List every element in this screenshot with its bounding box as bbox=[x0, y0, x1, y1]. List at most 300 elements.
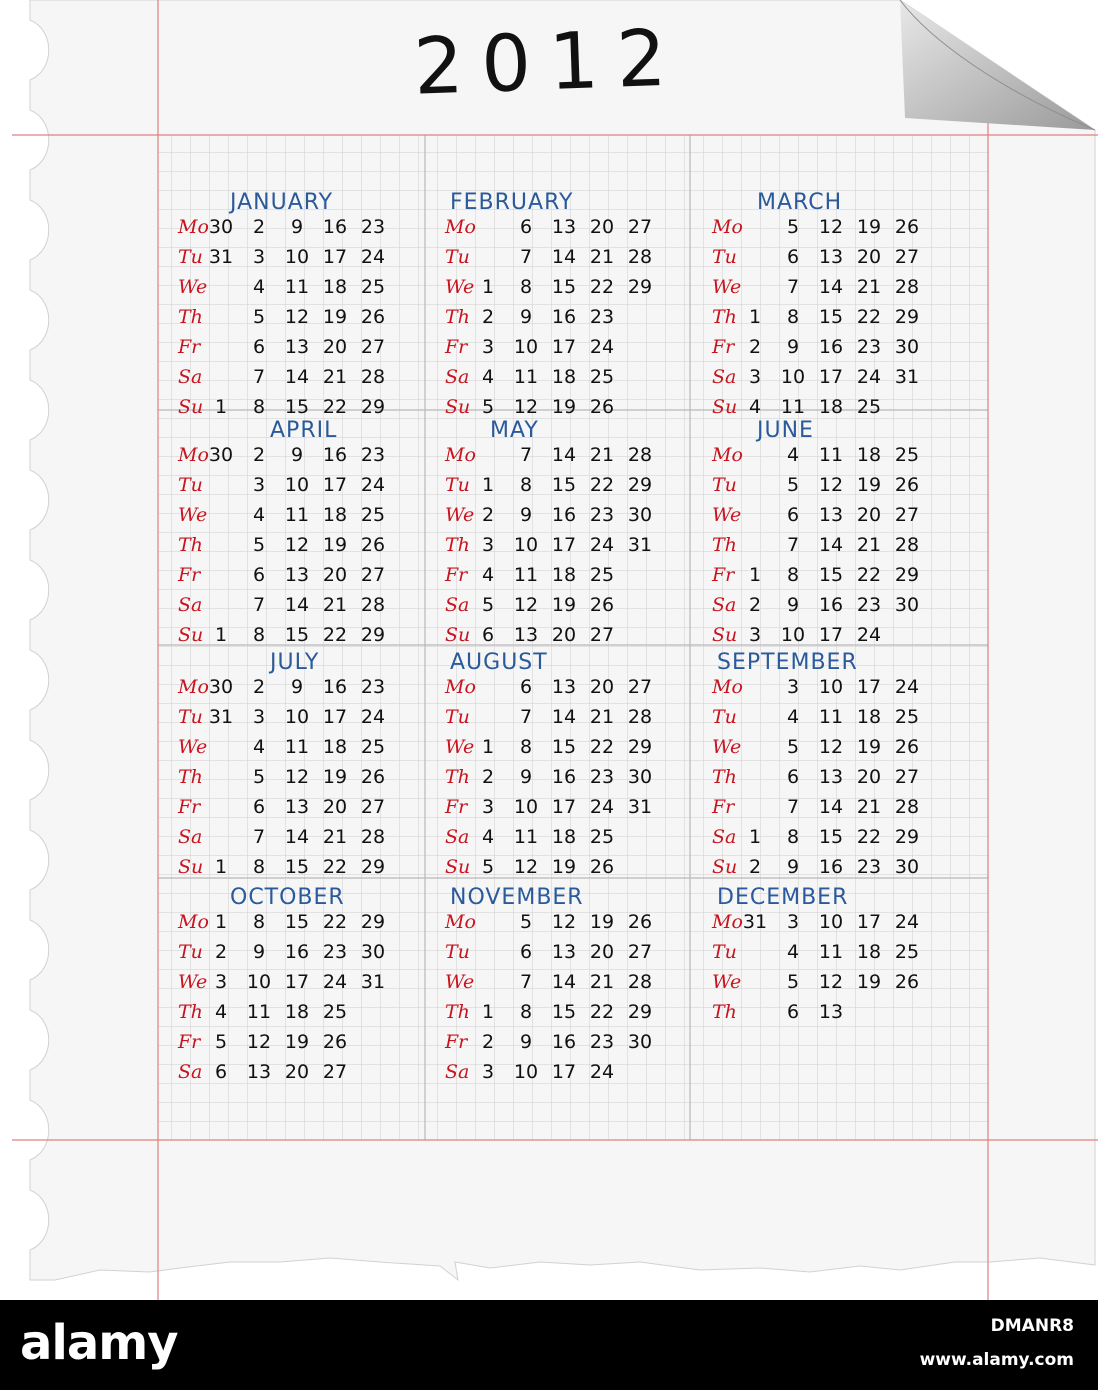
weekday-label: Mo bbox=[712, 216, 743, 238]
date-number: 30 bbox=[627, 1031, 653, 1053]
date-number: 15 bbox=[284, 856, 310, 878]
weekday-label: Su bbox=[178, 856, 204, 878]
date-number: 26 bbox=[360, 766, 386, 788]
date-number: 26 bbox=[589, 856, 615, 878]
date-number: 19 bbox=[551, 856, 577, 878]
weekday-label: We bbox=[712, 736, 742, 758]
date-number: 2 bbox=[481, 1031, 495, 1053]
date-number: 10 bbox=[818, 676, 844, 698]
date-number: 18 bbox=[322, 276, 348, 298]
date-number: 18 bbox=[551, 564, 577, 586]
date-number: 3 bbox=[748, 624, 762, 646]
date-number: 24 bbox=[360, 246, 386, 268]
weekday-label: Sa bbox=[178, 1061, 203, 1083]
date-number: 13 bbox=[818, 504, 844, 526]
date-number: 16 bbox=[818, 336, 844, 358]
date-number: 5 bbox=[252, 534, 266, 556]
date-number: 4 bbox=[786, 941, 800, 963]
date-number: 19 bbox=[856, 216, 882, 238]
date-number: 19 bbox=[322, 766, 348, 788]
date-number: 18 bbox=[284, 1001, 310, 1023]
date-number: 30 bbox=[894, 856, 920, 878]
date-number: 17 bbox=[551, 534, 577, 556]
date-number: 5 bbox=[214, 1031, 228, 1053]
date-number: 14 bbox=[551, 444, 577, 466]
date-number: 12 bbox=[513, 856, 539, 878]
month-title: MAY bbox=[490, 418, 539, 443]
date-number: 30 bbox=[208, 444, 234, 466]
date-number: 11 bbox=[513, 564, 539, 586]
date-number: 17 bbox=[322, 474, 348, 496]
date-number: 12 bbox=[284, 534, 310, 556]
date-number: 18 bbox=[818, 396, 844, 418]
date-number: 6 bbox=[481, 624, 495, 646]
date-number: 25 bbox=[589, 826, 615, 848]
date-number: 10 bbox=[818, 911, 844, 933]
date-number: 26 bbox=[894, 474, 920, 496]
date-number: 26 bbox=[589, 396, 615, 418]
date-number: 22 bbox=[856, 564, 882, 586]
date-number: 9 bbox=[519, 504, 533, 526]
date-number: 25 bbox=[856, 396, 882, 418]
date-number: 31 bbox=[742, 911, 768, 933]
date-number: 22 bbox=[322, 624, 348, 646]
date-number: 16 bbox=[818, 856, 844, 878]
date-number: 23 bbox=[589, 766, 615, 788]
date-number: 13 bbox=[284, 336, 310, 358]
date-number: 1 bbox=[748, 826, 762, 848]
date-number: 17 bbox=[818, 366, 844, 388]
date-number: 29 bbox=[360, 624, 386, 646]
date-number: 26 bbox=[589, 594, 615, 616]
date-number: 19 bbox=[551, 594, 577, 616]
weekday-label: Sa bbox=[178, 594, 203, 616]
date-number: 24 bbox=[322, 971, 348, 993]
date-number: 30 bbox=[894, 336, 920, 358]
month-title: OCTOBER bbox=[230, 885, 345, 910]
date-number: 3 bbox=[481, 336, 495, 358]
date-number: 5 bbox=[786, 736, 800, 758]
weekday-label: We bbox=[445, 971, 475, 993]
date-number: 21 bbox=[856, 276, 882, 298]
date-number: 27 bbox=[627, 216, 653, 238]
date-number: 14 bbox=[284, 594, 310, 616]
date-number: 22 bbox=[322, 856, 348, 878]
date-number: 19 bbox=[322, 306, 348, 328]
date-number: 25 bbox=[589, 564, 615, 586]
date-number: 13 bbox=[818, 766, 844, 788]
date-number: 8 bbox=[519, 276, 533, 298]
date-number: 10 bbox=[284, 246, 310, 268]
date-number: 8 bbox=[252, 624, 266, 646]
date-number: 1 bbox=[481, 1001, 495, 1023]
date-number: 15 bbox=[284, 911, 310, 933]
date-number: 27 bbox=[627, 676, 653, 698]
date-number: 13 bbox=[551, 676, 577, 698]
date-number: 16 bbox=[284, 941, 310, 963]
weekday-label: Su bbox=[445, 396, 471, 418]
date-number: 15 bbox=[284, 624, 310, 646]
date-number: 28 bbox=[894, 276, 920, 298]
date-number: 15 bbox=[551, 736, 577, 758]
date-number: 9 bbox=[252, 941, 266, 963]
date-number: 12 bbox=[551, 911, 577, 933]
date-number: 19 bbox=[856, 474, 882, 496]
date-number: 23 bbox=[360, 216, 386, 238]
date-number: 11 bbox=[818, 941, 844, 963]
date-number: 13 bbox=[284, 564, 310, 586]
date-number: 6 bbox=[519, 676, 533, 698]
date-number: 6 bbox=[786, 766, 800, 788]
date-number: 8 bbox=[786, 306, 800, 328]
year-title: 2012 bbox=[412, 13, 686, 113]
weekday-label: Th bbox=[178, 306, 203, 328]
date-number: 28 bbox=[627, 246, 653, 268]
weekday-label: Tu bbox=[445, 941, 470, 963]
date-number: 17 bbox=[856, 676, 882, 698]
weekday-label: Fr bbox=[712, 336, 735, 358]
weekday-label: Sa bbox=[445, 826, 470, 848]
month-title: APRIL bbox=[270, 418, 338, 443]
date-number: 8 bbox=[252, 911, 266, 933]
date-number: 1 bbox=[748, 564, 762, 586]
date-number: 22 bbox=[322, 911, 348, 933]
date-number: 25 bbox=[589, 366, 615, 388]
date-number: 7 bbox=[519, 246, 533, 268]
date-number: 4 bbox=[786, 444, 800, 466]
month-title: SEPTEMBER bbox=[717, 650, 858, 675]
date-number: 21 bbox=[589, 706, 615, 728]
date-number: 15 bbox=[551, 1001, 577, 1023]
date-number: 21 bbox=[856, 796, 882, 818]
date-number: 21 bbox=[322, 366, 348, 388]
date-number: 24 bbox=[856, 624, 882, 646]
weekday-label: Mo bbox=[712, 911, 743, 933]
date-number: 3 bbox=[748, 366, 762, 388]
date-number: 2 bbox=[214, 941, 228, 963]
weekday-label: Su bbox=[178, 624, 204, 646]
date-number: 26 bbox=[360, 306, 386, 328]
date-number: 4 bbox=[252, 504, 266, 526]
date-number: 22 bbox=[589, 1001, 615, 1023]
weekday-label: Tu bbox=[445, 246, 470, 268]
date-number: 20 bbox=[284, 1061, 310, 1083]
date-number: 10 bbox=[513, 796, 539, 818]
date-number: 17 bbox=[551, 1061, 577, 1083]
date-number: 4 bbox=[252, 736, 266, 758]
date-number: 22 bbox=[856, 306, 882, 328]
weekday-label: Mo bbox=[445, 911, 476, 933]
weekday-label: Tu bbox=[178, 246, 203, 268]
date-number: 29 bbox=[627, 474, 653, 496]
date-number: 16 bbox=[551, 504, 577, 526]
date-number: 17 bbox=[818, 624, 844, 646]
date-number: 1 bbox=[214, 624, 228, 646]
weekday-label: Tu bbox=[712, 246, 737, 268]
date-number: 10 bbox=[284, 706, 310, 728]
date-number: 14 bbox=[551, 246, 577, 268]
date-number: 19 bbox=[322, 534, 348, 556]
date-number: 28 bbox=[360, 826, 386, 848]
date-number: 1 bbox=[214, 911, 228, 933]
date-number: 9 bbox=[519, 306, 533, 328]
month-title: NOVEMBER bbox=[450, 885, 584, 910]
date-number: 2 bbox=[748, 856, 762, 878]
date-number: 14 bbox=[818, 534, 844, 556]
date-number: 19 bbox=[856, 971, 882, 993]
date-number: 28 bbox=[894, 796, 920, 818]
weekday-label: Mo bbox=[445, 444, 476, 466]
date-number: 12 bbox=[818, 474, 844, 496]
date-number: 25 bbox=[360, 736, 386, 758]
date-number: 5 bbox=[786, 474, 800, 496]
weekday-label: We bbox=[445, 504, 475, 526]
date-number: 17 bbox=[551, 336, 577, 358]
date-number: 14 bbox=[551, 706, 577, 728]
date-number: 7 bbox=[786, 276, 800, 298]
date-number: 28 bbox=[360, 594, 386, 616]
brand-logo: alamy bbox=[20, 1315, 178, 1371]
date-number: 20 bbox=[856, 246, 882, 268]
date-number: 27 bbox=[360, 564, 386, 586]
date-number: 4 bbox=[481, 564, 495, 586]
date-number: 27 bbox=[894, 504, 920, 526]
date-number: 19 bbox=[284, 1031, 310, 1053]
date-number: 25 bbox=[894, 706, 920, 728]
date-number: 6 bbox=[214, 1061, 228, 1083]
weekday-label: We bbox=[712, 276, 742, 298]
date-number: 20 bbox=[322, 336, 348, 358]
weekday-label: Th bbox=[712, 306, 737, 328]
date-number: 23 bbox=[856, 594, 882, 616]
date-number: 4 bbox=[748, 396, 762, 418]
date-number: 24 bbox=[589, 1061, 615, 1083]
date-number: 12 bbox=[513, 594, 539, 616]
date-number: 31 bbox=[360, 971, 386, 993]
date-number: 5 bbox=[786, 216, 800, 238]
date-number: 5 bbox=[481, 594, 495, 616]
date-number: 28 bbox=[627, 444, 653, 466]
date-number: 7 bbox=[786, 534, 800, 556]
date-number: 3 bbox=[252, 706, 266, 728]
date-number: 24 bbox=[589, 336, 615, 358]
date-number: 18 bbox=[856, 444, 882, 466]
date-number: 24 bbox=[589, 796, 615, 818]
weekday-label: Tu bbox=[178, 474, 203, 496]
date-number: 15 bbox=[551, 276, 577, 298]
date-number: 8 bbox=[786, 564, 800, 586]
weekday-label: Mo bbox=[178, 216, 209, 238]
date-number: 3 bbox=[252, 246, 266, 268]
date-number: 27 bbox=[894, 246, 920, 268]
date-number: 2 bbox=[481, 766, 495, 788]
weekday-label: Tu bbox=[712, 706, 737, 728]
date-number: 23 bbox=[589, 1031, 615, 1053]
weekday-label: We bbox=[712, 971, 742, 993]
date-number: 16 bbox=[551, 766, 577, 788]
date-number: 28 bbox=[360, 366, 386, 388]
weekday-label: Th bbox=[712, 534, 737, 556]
date-number: 11 bbox=[284, 504, 310, 526]
date-number: 5 bbox=[786, 971, 800, 993]
date-number: 19 bbox=[856, 736, 882, 758]
date-number: 16 bbox=[322, 676, 348, 698]
date-number: 5 bbox=[481, 396, 495, 418]
date-number: 2 bbox=[252, 444, 266, 466]
weekday-label: Tu bbox=[445, 706, 470, 728]
weekday-label: Mo bbox=[178, 911, 209, 933]
weekday-label: Th bbox=[445, 306, 470, 328]
date-number: 25 bbox=[360, 276, 386, 298]
date-number: 6 bbox=[786, 246, 800, 268]
date-number: 13 bbox=[246, 1061, 272, 1083]
date-number: 4 bbox=[214, 1001, 228, 1023]
month-title: MARCH bbox=[757, 190, 843, 215]
date-number: 3 bbox=[252, 474, 266, 496]
date-number: 29 bbox=[360, 911, 386, 933]
date-number: 20 bbox=[589, 216, 615, 238]
weekday-label: Su bbox=[445, 624, 471, 646]
date-number: 1 bbox=[481, 474, 495, 496]
date-number: 7 bbox=[252, 366, 266, 388]
date-number: 7 bbox=[519, 971, 533, 993]
date-number: 29 bbox=[894, 564, 920, 586]
date-number: 18 bbox=[322, 504, 348, 526]
date-number: 19 bbox=[551, 396, 577, 418]
date-number: 9 bbox=[290, 444, 304, 466]
date-number: 23 bbox=[589, 504, 615, 526]
weekday-label: Fr bbox=[178, 336, 201, 358]
date-number: 2 bbox=[252, 676, 266, 698]
weekday-label: Th bbox=[712, 766, 737, 788]
weekday-label: Fr bbox=[445, 1031, 468, 1053]
date-number: 20 bbox=[589, 941, 615, 963]
date-number: 23 bbox=[322, 941, 348, 963]
weekday-label: We bbox=[712, 504, 742, 526]
date-number: 23 bbox=[360, 444, 386, 466]
date-number: 9 bbox=[519, 766, 533, 788]
date-number: 1 bbox=[748, 306, 762, 328]
date-number: 5 bbox=[519, 911, 533, 933]
date-number: 14 bbox=[818, 276, 844, 298]
weekday-label: Su bbox=[712, 396, 738, 418]
date-number: 2 bbox=[252, 216, 266, 238]
month-title: DECEMBER bbox=[717, 885, 849, 910]
weekday-label: Tu bbox=[445, 474, 470, 496]
date-number: 31 bbox=[894, 366, 920, 388]
weekday-label: Mo bbox=[712, 676, 743, 698]
date-number: 11 bbox=[818, 706, 844, 728]
date-number: 30 bbox=[360, 941, 386, 963]
date-number: 3 bbox=[214, 971, 228, 993]
date-number: 24 bbox=[360, 474, 386, 496]
date-number: 26 bbox=[322, 1031, 348, 1053]
date-number: 12 bbox=[246, 1031, 272, 1053]
weekday-label: Mo bbox=[712, 444, 743, 466]
date-number: 21 bbox=[322, 594, 348, 616]
date-number: 30 bbox=[627, 766, 653, 788]
weekday-label: Mo bbox=[445, 216, 476, 238]
date-number: 26 bbox=[627, 911, 653, 933]
date-number: 16 bbox=[322, 216, 348, 238]
date-number: 22 bbox=[589, 276, 615, 298]
date-number: 31 bbox=[208, 706, 234, 728]
weekday-label: Th bbox=[178, 1001, 203, 1023]
date-number: 21 bbox=[589, 971, 615, 993]
date-number: 13 bbox=[818, 246, 844, 268]
weekday-label: Tu bbox=[178, 706, 203, 728]
date-number: 18 bbox=[856, 941, 882, 963]
weekday-label: Sa bbox=[178, 826, 203, 848]
date-number: 10 bbox=[513, 336, 539, 358]
date-number: 23 bbox=[589, 306, 615, 328]
date-number: 21 bbox=[589, 246, 615, 268]
month-title: JUNE bbox=[757, 418, 814, 443]
date-number: 16 bbox=[322, 444, 348, 466]
date-number: 20 bbox=[856, 504, 882, 526]
weekday-label: Su bbox=[445, 856, 471, 878]
weekday-label: Sa bbox=[445, 594, 470, 616]
date-number: 11 bbox=[513, 366, 539, 388]
date-number: 6 bbox=[519, 941, 533, 963]
date-number: 17 bbox=[322, 246, 348, 268]
date-number: 10 bbox=[284, 474, 310, 496]
date-number: 28 bbox=[627, 971, 653, 993]
date-number: 27 bbox=[589, 624, 615, 646]
date-number: 24 bbox=[589, 534, 615, 556]
weekday-label: Fr bbox=[178, 796, 201, 818]
date-number: 28 bbox=[894, 534, 920, 556]
weekday-label: Su bbox=[178, 396, 204, 418]
date-number: 6 bbox=[786, 504, 800, 526]
weekday-label: Su bbox=[712, 856, 738, 878]
date-number: 26 bbox=[894, 216, 920, 238]
date-number: 9 bbox=[786, 856, 800, 878]
date-number: 14 bbox=[818, 796, 844, 818]
date-number: 25 bbox=[894, 444, 920, 466]
date-number: 1 bbox=[481, 736, 495, 758]
date-number: 27 bbox=[322, 1061, 348, 1083]
date-number: 10 bbox=[513, 534, 539, 556]
date-number: 25 bbox=[360, 504, 386, 526]
date-number: 5 bbox=[252, 306, 266, 328]
date-number: 21 bbox=[856, 534, 882, 556]
date-number: 14 bbox=[551, 971, 577, 993]
date-number: 24 bbox=[360, 706, 386, 728]
weekday-label: Fr bbox=[178, 1031, 201, 1053]
month-title: JANUARY bbox=[230, 190, 334, 215]
weekday-label: Sa bbox=[712, 366, 737, 388]
date-number: 2 bbox=[481, 504, 495, 526]
date-number: 13 bbox=[818, 1001, 844, 1023]
date-number: 10 bbox=[780, 624, 806, 646]
date-number: 18 bbox=[856, 706, 882, 728]
month-title: FEBRUARY bbox=[450, 190, 574, 215]
date-number: 29 bbox=[627, 276, 653, 298]
date-number: 26 bbox=[894, 736, 920, 758]
date-number: 11 bbox=[780, 396, 806, 418]
date-number: 4 bbox=[481, 826, 495, 848]
date-number: 11 bbox=[818, 444, 844, 466]
date-number: 13 bbox=[513, 624, 539, 646]
date-number: 16 bbox=[551, 306, 577, 328]
date-number: 15 bbox=[551, 474, 577, 496]
weekday-label: Mo bbox=[178, 444, 209, 466]
site-url: www.alamy.com bbox=[919, 1350, 1074, 1370]
weekday-label: We bbox=[445, 736, 475, 758]
date-number: 22 bbox=[856, 826, 882, 848]
date-number: 17 bbox=[322, 706, 348, 728]
